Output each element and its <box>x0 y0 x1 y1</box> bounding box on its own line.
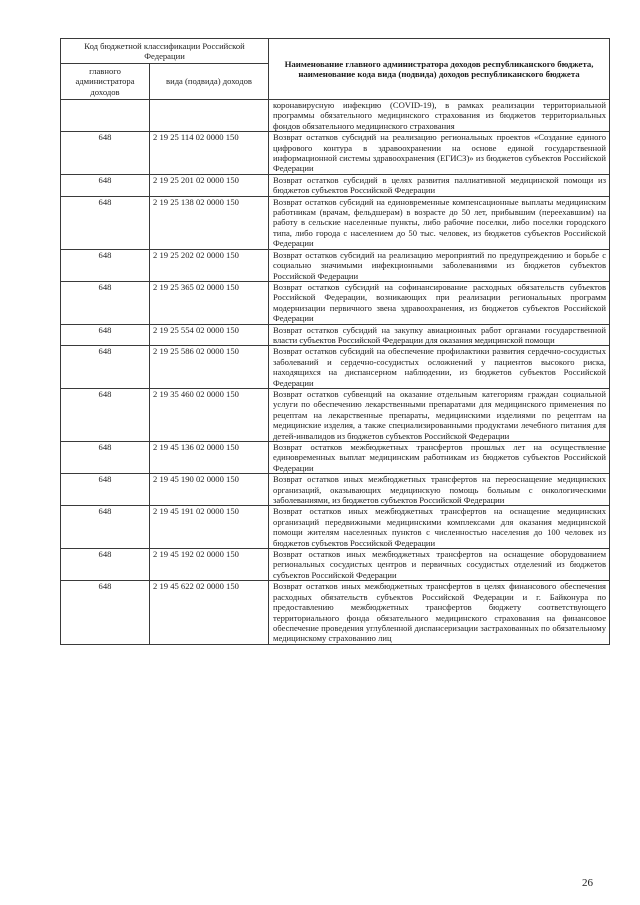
table-row <box>61 324 610 346</box>
admin-code-cell: 648 <box>61 346 150 389</box>
income-name-cell: Возврат остатков иных межбюджетных трансфертов на переоснащение медицинских организаций, оказывающих медицинскую помощь больным с онкологическими заболеваниями, из бюджетов субъектов Российской Федерации <box>269 474 610 506</box>
table-row <box>61 100 610 132</box>
income-name-cell: Возврат остатков иных межбюджетных трансфертов на оснащение оборудованием региональных сосудистых центров и первичных сосудистых отделений из бюджетов субъектов Российской Федерации <box>269 549 610 581</box>
income-code-cell: 2 19 25 586 02 0000 150 <box>150 346 269 389</box>
table-row <box>61 196 610 249</box>
income-name-cell: Возврат остатков субсидий на обеспечение профилактики развития сердечно-сосудистых заболеваний и сердечно-сосудистых осложнений у пациентов высокого риска, находящихся на диспансерном наблюдении, из бюджетов субъектов Российской Федерации <box>269 346 610 389</box>
table-row <box>61 174 610 196</box>
income-code-cell: 2 19 25 202 02 0000 150 <box>150 249 269 281</box>
admin-code-cell: 648 <box>61 506 150 549</box>
table-row <box>61 346 610 389</box>
table-row <box>61 581 610 644</box>
budget-classification-table <box>60 38 610 645</box>
table-row <box>61 249 610 281</box>
admin-code-cell: 648 <box>61 132 150 175</box>
income-name-cell: Возврат остатков субсидий на единовременные компенсационные выплаты медицинским работникам (врачам, фельдшерам) в возрасте до 50 лет, прибывшим (переехавшим) на работу в сельские населенные пункты, либо рабочие поселки, либо поселки городского типа, либо города с населением до 50 тыс. человек, из бюджетов субъектов Российской Федерации <box>269 196 610 249</box>
table-row <box>61 442 610 474</box>
income-name-cell: Возврат остатков субсидий на реализацию мероприятий по предупреждению и борьбе с социально значимыми инфекционными заболеваниями из бюджетов субъектов Российской Федерации <box>269 249 610 281</box>
income-code-cell: 2 19 25 365 02 0000 150 <box>150 281 269 324</box>
admin-code-cell: 648 <box>61 581 150 644</box>
income-code-cell: 2 19 25 201 02 0000 150 <box>150 174 269 196</box>
income-code-cell <box>150 100 269 132</box>
admin-code-cell: 648 <box>61 174 150 196</box>
income-name-cell: коронавирусную инфекцию (COVID-19), в рамках реализации территориальной программы обязательного медицинского страхования из бюджетов территориальных фондов обязательного медицинского страхования <box>269 100 610 132</box>
income-name-cell: Возврат остатков межбюджетных трансфертов прошлых лет на осуществление единовременных выплат медицинским работникам из бюджетов субъектов Российской Федерации <box>269 442 610 474</box>
admin-code-cell: 648 <box>61 442 150 474</box>
admin-column-header: главного администратора доходов <box>61 64 150 100</box>
income-code-cell: 2 19 45 190 02 0000 150 <box>150 474 269 506</box>
income-code-cell: 2 19 45 622 02 0000 150 <box>150 581 269 644</box>
admin-code-cell <box>61 100 150 132</box>
table-row <box>61 132 610 175</box>
admin-code-cell: 648 <box>61 196 150 249</box>
income-name-cell: Возврат остатков субвенций на оказание отдельным категориям граждан социальной услуги по обеспечению лекарственными препаратами для медицинского применения по рецептам на лекарственные препараты, медицинскими изделиями по рецептам на медицинские изделия, а также специализированными продуктами лечебного питания для детей-инвалидов из бюджетов субъектов Российской Федерации <box>269 388 610 441</box>
admin-code-cell: 648 <box>61 324 150 346</box>
income-code-cell: 2 19 25 554 02 0000 150 <box>150 324 269 346</box>
table-row <box>61 549 610 581</box>
table-row <box>61 506 610 549</box>
admin-code-cell: 648 <box>61 474 150 506</box>
income-code-cell: 2 19 25 138 02 0000 150 <box>150 196 269 249</box>
admin-code-cell: 648 <box>61 281 150 324</box>
admin-code-cell: 648 <box>61 249 150 281</box>
income-code-cell: 2 19 25 114 02 0000 150 <box>150 132 269 175</box>
income-name-cell: Возврат остатков субсидий на реализацию региональных проектов «Создание единого цифрового контура в здравоохранении на основе единой государственной информационной системы здравоохранения (ЕГИСЗ)» из бюджетов субъектов Российской Федерации <box>269 132 610 175</box>
table-row <box>61 388 610 441</box>
income-name-cell: Возврат остатков иных межбюджетных трансфертов на оснащение медицинских организаций передвижными медицинскими комплексами для оказания медицинской помощи жителям населенных пунктов с численностью населения до 100 человек из бюджетов субъектов Российской Федерации <box>269 506 610 549</box>
page-number: 26 <box>582 877 593 889</box>
income-name-cell: Возврат остатков субсидий на закупку авиационных работ органами государственной власти субъектов Российской Федерации для оказания медицинской помощи <box>269 324 610 346</box>
income-code-cell: 2 19 45 191 02 0000 150 <box>150 506 269 549</box>
admin-code-cell: 648 <box>61 388 150 441</box>
income-name-cell: Возврат остатков иных межбюджетных трансфертов в целях финансового обеспечения расходных обязательств субъектов Российской Федерации и г. Байконура по предоставлению межбюджетных трансфертов бюджету соответствующего территориального фонда обязательного медицинского страхования на финансовое обеспечение проведения углубленной диспансеризации застрахованных по обязательному медицинскому страхованию лиц <box>269 581 610 644</box>
income-name-cell: Возврат остатков субсидий в целях развития паллиативной медицинской помощи из бюджетов субъектов Российской Федерации <box>269 174 610 196</box>
income-code-cell: 2 19 45 192 02 0000 150 <box>150 549 269 581</box>
code-group-header: Код бюджетной классификации Российской Федерации <box>61 39 269 64</box>
admin-code-cell: 648 <box>61 549 150 581</box>
name-column-header: Наименование главного администратора доходов республиканского бюджета, наименование кода вида (подвида) доходов республиканского бюджета <box>269 39 610 100</box>
income-name-cell: Возврат остатков субсидий на софинансирование расходных обязательств субъектов Российской Федерации, возникающих при реализации региональных программ модернизации первичного звена здравоохранения, из бюджетов субъектов Российской Федерации <box>269 281 610 324</box>
income-code-cell: 2 19 45 136 02 0000 150 <box>150 442 269 474</box>
table-row <box>61 474 610 506</box>
income-code-cell: 2 19 35 460 02 0000 150 <box>150 388 269 441</box>
table-row <box>61 281 610 324</box>
kind-column-header: вида (подвида) доходов <box>150 64 269 100</box>
